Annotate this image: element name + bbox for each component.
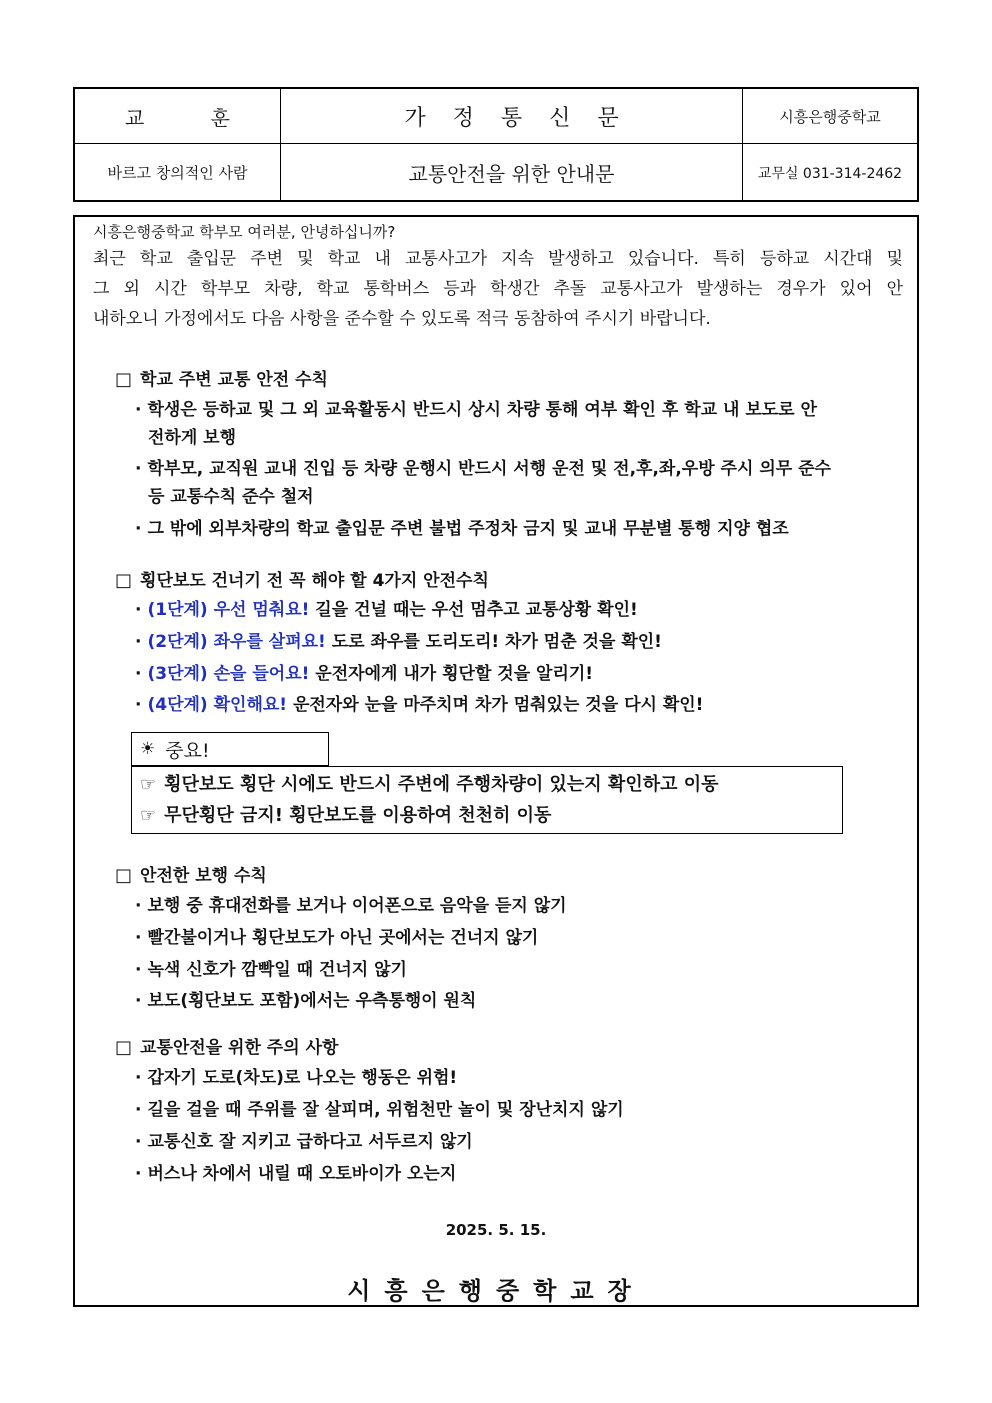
motto-label: 교 훈 (125, 105, 260, 130)
step-item: · (2단계) 좌우를 살펴요! 도로 좌우를 도리도리! 차가 멈춘 것을 확인! (135, 632, 662, 652)
pointing-hand-icon: ☞ (140, 774, 157, 795)
list-item: · 보행 중 휴대전화를 보거나 이어폰으로 음악을 듣지 않기 (135, 896, 567, 916)
checkbox-icon: □ (115, 865, 133, 886)
bullet-icon: · (135, 1132, 142, 1152)
section-heading: □ 학교 주변 교통 안전 수칙 (115, 369, 328, 390)
bullet-icon: · (135, 991, 142, 1011)
important-line: ☞ 무단횡단 금지! 횡단보도를 이용하여 천천히 이동 (140, 805, 552, 826)
bullet-icon: · (135, 459, 142, 479)
list-item: · 빨간불이거나 횡단보도가 아닌 곳에서는 건너지 않기 (135, 928, 539, 948)
intro-line: 그 외 시간 학부모 차량, 학교 통학버스 등과 학생간 추돌 교통사고가 발생하는 경우가 있어 안 (93, 279, 903, 299)
step-item: · (1단계) 우선 멈춰요! 길을 건널 때는 우선 멈추고 교통상황 확인! (135, 600, 638, 620)
bullet-icon: · (135, 600, 142, 620)
intro-paragraph (93, 244, 903, 334)
document-subtitle: 교통안전을 위한 안내문 (408, 162, 615, 186)
section-heading: □ 횡단보도 건너기 전 꼭 해야 할 4가지 안전수칙 (115, 570, 489, 591)
bullet-icon: · (135, 695, 142, 715)
step-item: · (3단계) 손을 들어요! 운전자에게 내가 횡단할 것을 알리기! (135, 664, 594, 684)
bullet-icon: · (135, 928, 142, 948)
list-item: · 교통신호 잘 지키고 급하다고 서두르지 않기 (135, 1132, 473, 1152)
checkbox-icon: □ (115, 1037, 133, 1058)
intro-line: 내하오니 가정에서도 다음 사항을 준수할 수 있도록 적극 동참하여 주시기 바랍니다. (93, 309, 711, 329)
list-item: · 길을 걸을 때 주위를 잘 살피며, 위험천만 놀이 및 장난치지 않기 (135, 1100, 624, 1120)
section-heading: □ 안전한 보행 수칙 (115, 865, 267, 886)
greeting: 시흥은행중학교 학부모 여러분, 안녕하십니까? (93, 223, 396, 241)
list-item: · 녹색 신호가 깜빡일 때 건너지 않기 (135, 960, 407, 980)
list-item: · 갑자기 도로(차도)로 나오는 행동은 위험! (135, 1068, 458, 1088)
bullet-icon: · (135, 519, 142, 539)
bullet-icon: · (135, 1068, 142, 1088)
bullet-icon: · (135, 632, 142, 652)
school-motto: 바르고 창의적인 사람 (107, 164, 248, 182)
bullet-icon: · (135, 1100, 142, 1120)
bullet-icon: · (135, 960, 142, 980)
intro-line: 최근 학교 출입문 주변 및 학교 내 교통사고가 지속 발생하고 있습니다. 특히 등하교 시간대 및 (93, 249, 903, 269)
bullet-icon: · (135, 1164, 142, 1184)
important-line: ☞ 횡단보도 횡단 시에도 반드시 주변에 주행차량이 있는지 확인하고 이동 (140, 774, 719, 795)
sun-icon: ☀ (140, 739, 156, 759)
important-tab: ☀ 중요! (131, 732, 329, 766)
step-item: · (4단계) 확인해요! 운전자와 눈을 마주치며 차가 멈춰있는 것을 다시 확인! (135, 695, 704, 715)
letter-body (73, 215, 919, 1307)
checkbox-icon: □ (115, 369, 133, 390)
page-title: 가 정 통 신 문 (404, 105, 629, 131)
bullet-icon: · (135, 664, 142, 684)
list-item: · 그 밖에 외부차량의 학교 출입문 주변 불법 주정차 금지 및 교내 무분별 통행 지양 협조 (135, 519, 789, 539)
section-heading: □ 교통안전을 위한 주의 사항 (115, 1037, 339, 1058)
pointing-hand-icon: ☞ (140, 805, 157, 826)
office-phone: 교무실 031-314-2462 (757, 165, 903, 182)
header-table (73, 87, 919, 202)
important-box (131, 766, 843, 834)
school-name: 시흥은행중학교 (779, 107, 881, 126)
checkbox-icon: □ (115, 570, 133, 591)
list-item: · 보도(횡단보도 포함)에서는 우측통행이 원칙 (135, 991, 477, 1011)
list-item: · 버스나 차에서 내릴 때 오토바이가 오는지 (135, 1164, 457, 1184)
bullet-icon: · (135, 400, 142, 420)
principal-signature: 시흥은행중학교장 (347, 1277, 645, 1305)
bullet-icon: · (135, 896, 142, 916)
list-item: · 학부모, 교직원 교내 진입 등 차량 운행시 반드시 서행 운전 및 전,후,좌,우방 주시 의무 준수 등 교통수칙 준수 철저 (135, 459, 831, 507)
list-item: · 학생은 등하교 및 그 외 교육활동시 반드시 상시 차량 통해 여부 확인 후 학교 내 보도로 안 전하게 보행 (135, 400, 817, 448)
issue-date: 2025. 5. 15. (445, 1221, 547, 1239)
